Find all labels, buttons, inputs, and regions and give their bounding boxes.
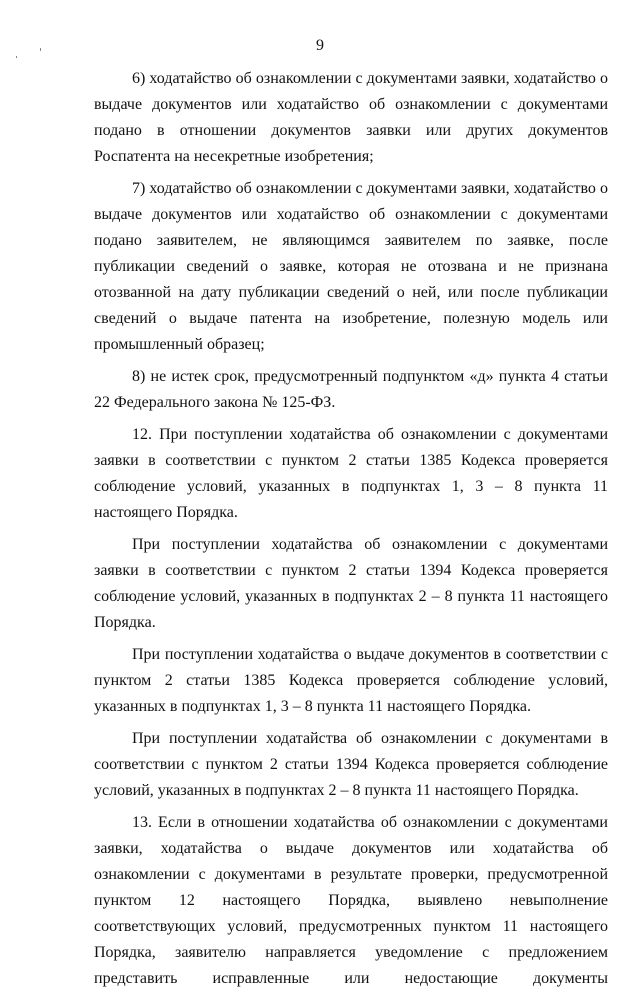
paragraph-item-7: 7) ходатайство об ознакомлении с документами заявки, ходатайство о выдаче документов или ходатайство об ознакомлении с документами подано заявителем, не являющимся заявителем по заявке, после публикации сведений о заявке, которая не отозвана и не признана отозванной на дату публикации сведений о ней, или после публикации сведений о выдаче патента на изобретение, полезную модель или промышленный образец; [94, 180, 608, 353]
paragraph-section-13: 13. Если в отношении ходатайства об ознакомлении с документами заявки, ходатайства о выдаче документов или ходатайства об ознакомлении с документами в результате проверки, предусмотренной пунктом 12 настоящего Порядка, выявлено невыполнение соответствующих условий, предусмотренных пунктом 11 настоящего Порядка, заявителю направляется уведомление с предложением представить исправленные или недостающие документы [94, 814, 608, 987]
paragraph-item-8: 8) не истек срок, предусмотренный подпунктом «д» пункта 4 статьи 22 Федерального закона № 125-ФЗ. [94, 368, 608, 411]
paragraph-section-12-part-2: При поступлении ходатайства об ознакомлении с документами заявки в соответствии с пунктом 2 статьи 1394 Кодекса проверяется соблюдение условий, указанных в подпунктах 2 – 8 пункта 11 настоящего Порядка. [94, 536, 608, 631]
paragraph-section-12-part-3: При поступлении ходатайства о выдаче документов в соответствии с пунктом 2 статьи 1385 Кодекса проверяется соблюдение условий, указанных в подпунктах 1, 3 – 8 пункта 11 настоящего Порядка. [94, 646, 608, 715]
document-body [94, 66, 608, 992]
scan-mark [16, 56, 17, 58]
paragraph-section-12: 12. При поступлении ходатайства об ознакомлении с документами заявки в соответствии с пунктом 2 статьи 1385 Кодекса проверяется соблюдение условий, указанных в подпунктах 1, 3 – 8 пункта 11 настоящего Порядка. [94, 426, 608, 521]
page-number: 9 [316, 37, 324, 54]
paragraph-item-6: 6) ходатайство об ознакомлении с документами заявки, ходатайство о выдаче документов или ходатайство об ознакомлении с документами подано в отношении документов заявки или других документов Роспатента на несекретные изобретения; [94, 70, 608, 165]
paragraph-section-12-part-4: При поступлении ходатайства об ознакомлении с документами в соответствии с пунктом 2 статьи 1394 Кодекса проверяется соблюдение условий, указанных в подпунктах 2 – 8 пункта 11 настоящего Порядка. [94, 730, 608, 799]
